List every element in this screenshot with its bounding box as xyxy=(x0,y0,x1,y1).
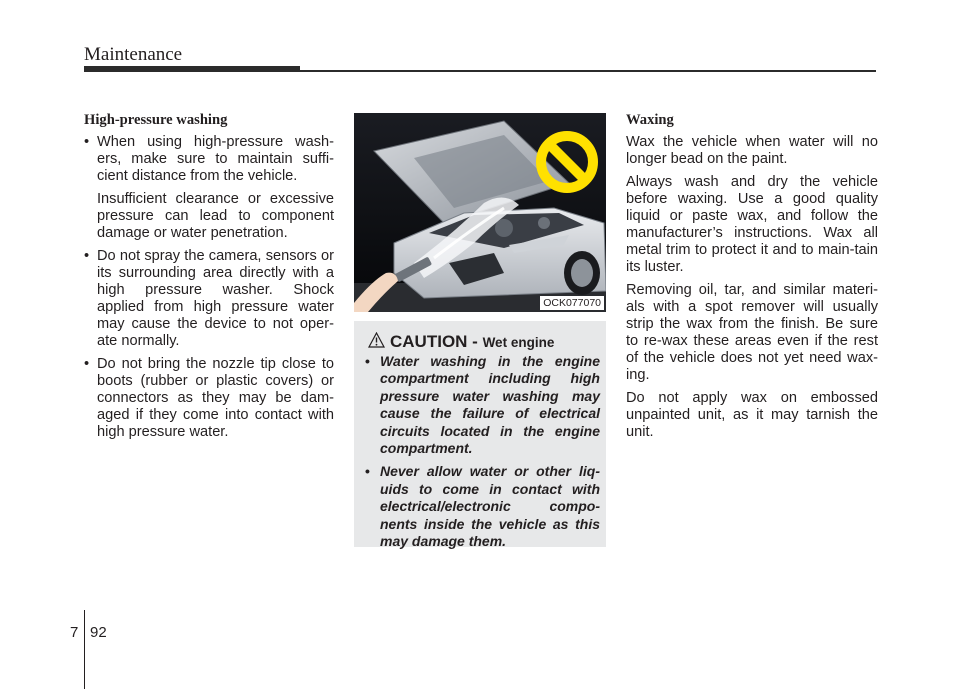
page-number: 92 xyxy=(90,624,107,641)
bullet-icon: • xyxy=(365,463,370,480)
paragraph: Wax the vehicle when water will no longer bead on the paint. xyxy=(626,134,878,167)
section-heading-waxing: Waxing xyxy=(626,112,674,128)
paragraph: Always wash and dry the vehicle before waxing. Use a good quality liquid or paste wax, and follow the manufacturer’s instructions. Wax all metal trim to protect it and to main-tain its luster. xyxy=(626,174,878,275)
bullet-item xyxy=(84,248,334,350)
bullet-text: Do not spray the camera, sensors or its surrounding area directly with a high pressure washer. Shock applied from high pressure water may cause the device to not oper-ate normally. xyxy=(97,248,334,349)
bullet-item xyxy=(84,356,334,441)
left-column xyxy=(84,112,334,447)
caution-item xyxy=(364,463,600,550)
header-rule-thick xyxy=(84,66,300,72)
chapter-number: 7 xyxy=(70,624,79,641)
header-title: Maintenance xyxy=(84,44,183,65)
caution-label: CAUTION - xyxy=(390,332,478,351)
caution-item xyxy=(364,353,600,457)
paragraph: Do not apply wax on embossed unpainted unit, as it may tarnish the unit. xyxy=(626,390,878,440)
caution-item-text: Never allow water or other liq-uids to come in contact with electrical/electronic compo-nents inside the vehicle as this may damage them. xyxy=(380,463,600,550)
bullet-item xyxy=(84,134,334,185)
bullet-text: When using high-pressure wash-ers, make sure to maintain suffi-cient distance from the vehicle. xyxy=(97,134,334,184)
caution-body xyxy=(364,353,600,556)
bullet-text: Do not bring the nozzle tip close to boots (rubber or plastic covers) or connectors as they may be dam-aged if they come into contact with high pressure water. xyxy=(97,356,334,440)
caution-box xyxy=(354,321,606,550)
engine-washing-illustration xyxy=(354,113,606,312)
warning-triangle-icon xyxy=(368,332,385,348)
figure-label: OCK077070 xyxy=(540,296,604,310)
bullet-icon: • xyxy=(84,134,90,150)
caution-title xyxy=(390,332,554,352)
footer-rule xyxy=(84,610,85,689)
bullet-icon: • xyxy=(365,353,370,369)
bullet-icon: • xyxy=(84,356,90,372)
caution-item-text: Water washing in the engine compartment including high pressure water washing may cause the failure of electrical circuits located in the engine compartment. xyxy=(380,353,600,457)
section-heading-high-pressure-washing: High-pressure washing xyxy=(84,112,228,128)
header-rule-thin xyxy=(300,70,876,72)
caution-subtitle: Wet engine xyxy=(482,335,555,350)
right-column xyxy=(626,112,878,447)
sub-paragraph: Insufficient clearance or excessive pressure can lead to component damage or water penetration. xyxy=(97,191,334,241)
engine-washing-photo xyxy=(354,113,606,312)
paragraph: Removing oil, tar, and similar materi-als with a spot remover will usually strip the wax from the finish. Be sure to re-wax these areas even if the rest of the vehicle does not yet need wax-ing. xyxy=(626,282,878,383)
bullet-icon: • xyxy=(84,248,90,264)
